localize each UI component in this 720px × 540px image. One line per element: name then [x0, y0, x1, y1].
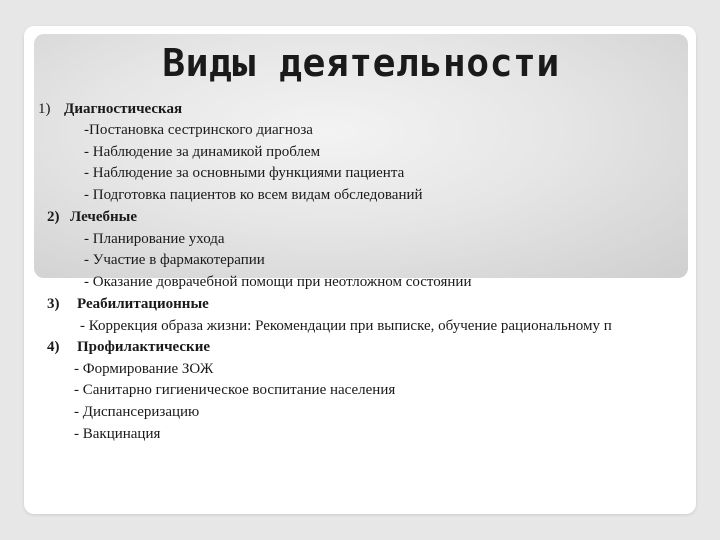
section-4-item: - Диспансеризацию — [74, 404, 200, 420]
section-4-number: 4) — [47, 339, 60, 355]
section-4-item: - Формирование ЗОЖ — [74, 361, 214, 377]
section-4-item: - Санитарно гигиеническое воспитание населения — [74, 382, 396, 398]
section-2-heading: Лечебные — [70, 209, 137, 225]
section-1-item: - Подготовка пациентов ко всем видам обследований — [84, 187, 423, 203]
section-2-number: 2) — [47, 209, 60, 225]
section-2-item: - Оказание доврачебной помощи при неотложном состоянии — [84, 274, 472, 290]
section-3-item: - Коррекция образа жизни: Рекомендации при выписке, обучение рациональному п — [80, 318, 612, 334]
section-1-item: - Наблюдение за основными функциями пациента — [84, 165, 405, 181]
section-4-item: - Вакцинация — [74, 426, 161, 442]
section-2-item: - Участие в фармакотерапии — [84, 252, 265, 268]
section-2-item: - Планирование ухода — [84, 231, 225, 247]
section-1-number: 1) — [38, 101, 51, 117]
section-1-heading: Диагностическая — [64, 101, 183, 117]
section-1-item: -Постановка сестринского диагноза — [84, 122, 313, 138]
section-3-heading: Реабилитационные — [77, 296, 209, 312]
section-1-item: - Наблюдение за динамикой проблем — [84, 144, 321, 160]
section-3-number: 3) — [47, 296, 60, 312]
section-4-heading: Профилактические — [77, 339, 211, 355]
slide-title: Виды деятельности — [162, 41, 560, 85]
